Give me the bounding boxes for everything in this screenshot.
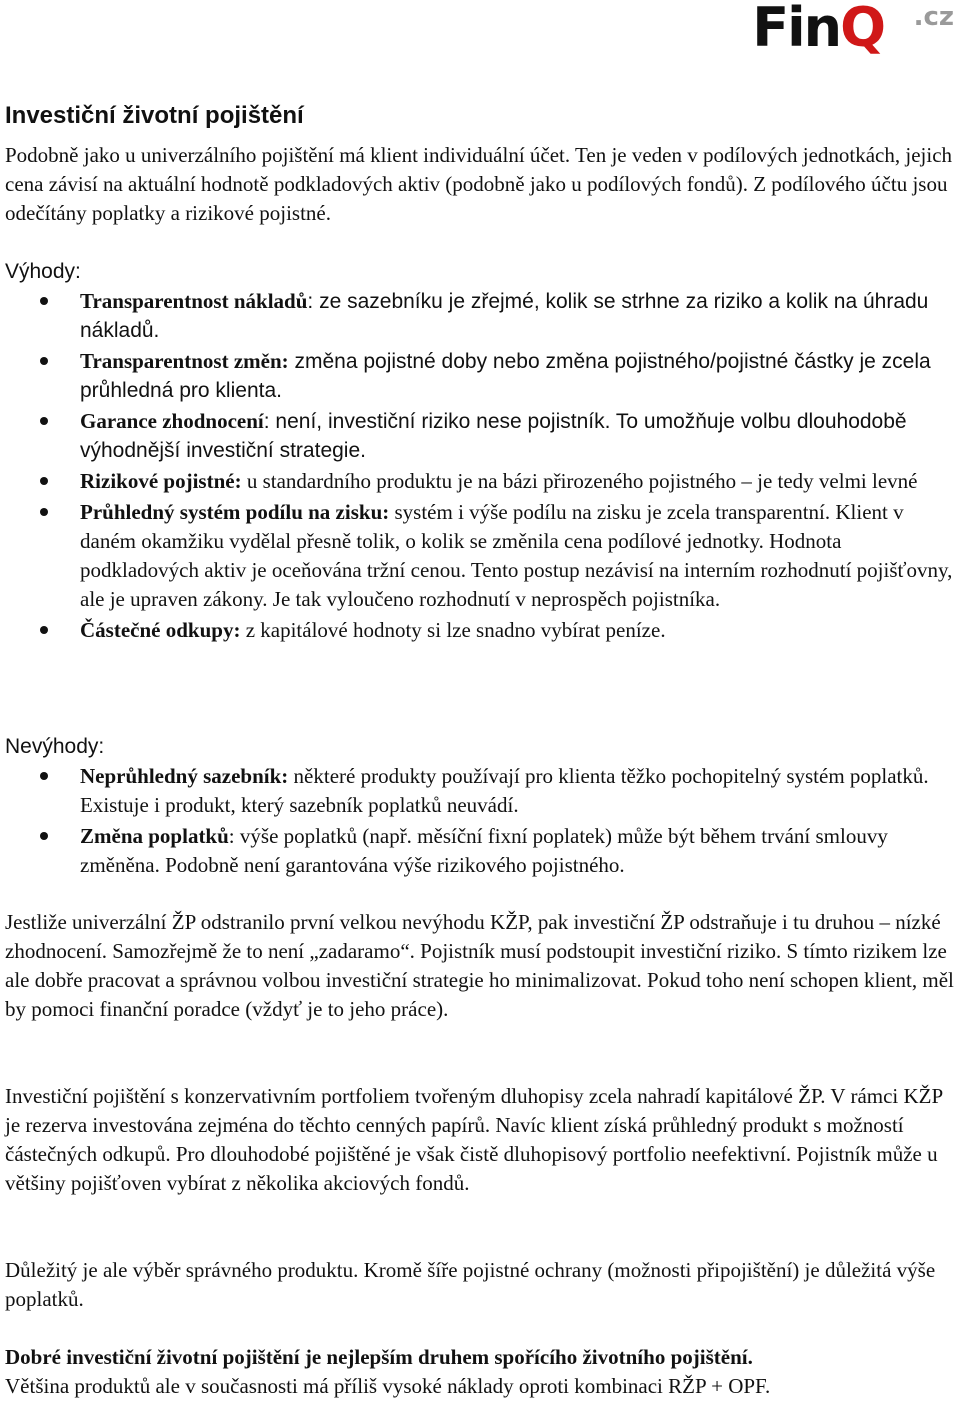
bullet-icon — [40, 417, 48, 425]
bullet-icon — [40, 772, 48, 780]
list-item — [0, 616, 960, 645]
item-text: ze sazebníku je zřejmé, kolik se strhne za riziko a kolik na úhradu nákladů. — [80, 290, 929, 342]
item-text: z kapitálové hodnoty si lze snadno vybírat peníze. — [240, 618, 666, 642]
bullet-icon — [40, 297, 48, 305]
list-item — [0, 467, 960, 496]
list-item — [0, 762, 960, 820]
bullet-icon — [40, 357, 48, 365]
item-text: u standardního produktu je na bázi přirozeného pojistného – je tedy velmi levné — [241, 469, 918, 493]
logo-wordmark: FinQ — [752, 0, 884, 58]
item-term: Částečné odkupy: — [80, 618, 241, 642]
advantages-heading: Výhody: — [5, 260, 81, 283]
item-term: Průhledný systém podílu na zisku: — [80, 500, 390, 524]
item-term: Garance zhodnocení — [80, 409, 264, 433]
item-term: Změna poplatků — [80, 824, 229, 848]
list-item — [0, 347, 960, 405]
bullet-icon — [40, 477, 48, 485]
list-item: Garance zhodnocení: není, investiční riziko nese pojistník. To umožňuje volbu dlouhodobě výhodnější investiční strategie. — [0, 407, 960, 465]
paragraph-3: Důležitý je ale výběr správného produktu. Kromě šíře pojistné ochrany (možnosti připojištění) je důležitá výše poplatků. — [5, 1258, 936, 1311]
item-term: Neprůhledný sazebník: — [80, 764, 289, 788]
item-text: změna pojistné doby nebo změna pojistného/pojistné částky je zcela průhledná pro klienta. — [80, 350, 931, 402]
bullet-icon — [40, 508, 48, 516]
logo-domain: .cz — [913, 2, 954, 32]
paragraph-1: Jestliže univerzální ŽP odstranilo první velkou nevýhodu KŽP, pak investiční ŽP odstraňuje i tu druhou – nízké zhodnocení. Samozřejmě že to není „zadaramo“. Pojistník musí podstoupit investiční riziko. S tímto rizikem lze ale dobře pracovat a správnou volbou investiční strategie ho minimalizovat. Pokud toho není schopen klient, měl by pomoci finanční poradce (vždyť je to jeho práce). — [5, 910, 954, 1021]
item-term: Rizikové pojistné: — [80, 469, 242, 493]
item-text: není, investiční riziko nese pojistník. To umožňuje volbu dlouhodobě výhodnější investiční strategie. — [80, 410, 907, 462]
advantages-list — [0, 287, 960, 647]
intro-paragraph: Podobně jako u univerzálního pojištění má klient individuální účet. Ten je veden v podílových jednotkách, jejich cena závisí na aktuální hodnotě podkladových aktiv (podobně jako u podílových fondů). Z podílového účtu jsou odečítány poplatky a rizikové pojistné. — [5, 143, 953, 225]
item-text: některé produkty používají pro klienta těžko pochopitelný systém poplatků. Existuje i produkt, který sazebník poplatků neuvádí. — [80, 764, 929, 817]
item-term: Transparentnost změn: — [80, 349, 289, 373]
list-item — [0, 498, 960, 614]
list-item: Změna poplatků: výše poplatků (např. měsíční fixní poplatek) může být během trvání smlouvy změněna. Podobně není garantována výše rizikového pojistného. — [0, 822, 960, 880]
disadvantages-heading: Nevýhody: — [5, 735, 105, 758]
item-text: systém i výše podílu na zisku je zcela transparentní. Klient v daném okamžiku vydělal přesně tolik, o kolik se změnila cena podílové jednotky. Hodnota podkladových aktiv je oceňována tržní cenou. Tento postup nezávisí na interním rozhodnutí pojišťovny, ale je upraven zákony. Je tak vyloučeno rozhodnutí v neprospěch pojistníka. — [80, 500, 953, 611]
bullet-icon — [40, 832, 48, 840]
finq-logo — [736, 0, 956, 60]
conclusion-bold: Dobré investiční životní pojištění je nejlepším druhem spořícího životního pojištění. — [5, 1345, 753, 1369]
disadvantages-list — [0, 762, 960, 882]
conclusion-text: Většina produktů ale v současnosti má příliš vysoké náklady oproti kombinaci RŽP + OPF. — [5, 1374, 771, 1398]
item-term: Transparentnost nákladů — [80, 289, 308, 313]
paragraph-4 — [5, 1343, 955, 1401]
list-item: Transparentnost nákladů: ze sazebníku je zřejmé, kolik se strhne za riziko a kolik na úhradu nákladů. — [0, 287, 960, 345]
bullet-icon — [40, 626, 48, 634]
item-text: výše poplatků (např. měsíční fixní poplatek) může být během trvání smlouvy změněna. Podobně není garantována výše rizikového pojistného. — [80, 824, 888, 877]
page-title: Investiční životní pojištění — [5, 102, 304, 129]
logo-q-letter: Q — [840, 0, 884, 59]
paragraph-2: Investiční pojištění s konzervativním portfoliem tvořeným dluhopisy zcela nahradí kapitálové ŽP. V rámci KŽP je rezerva investována zejména do těchto cenných papírů. Navíc klient získá průhledný produkt s možností částečných odkupů. Pro dlouhodobé pojištěné je však čistě dluhopisový portfolio neefektivní. Pojistník může u většiny pojišťoven vybírat z několika akciových fondů. — [5, 1084, 943, 1195]
